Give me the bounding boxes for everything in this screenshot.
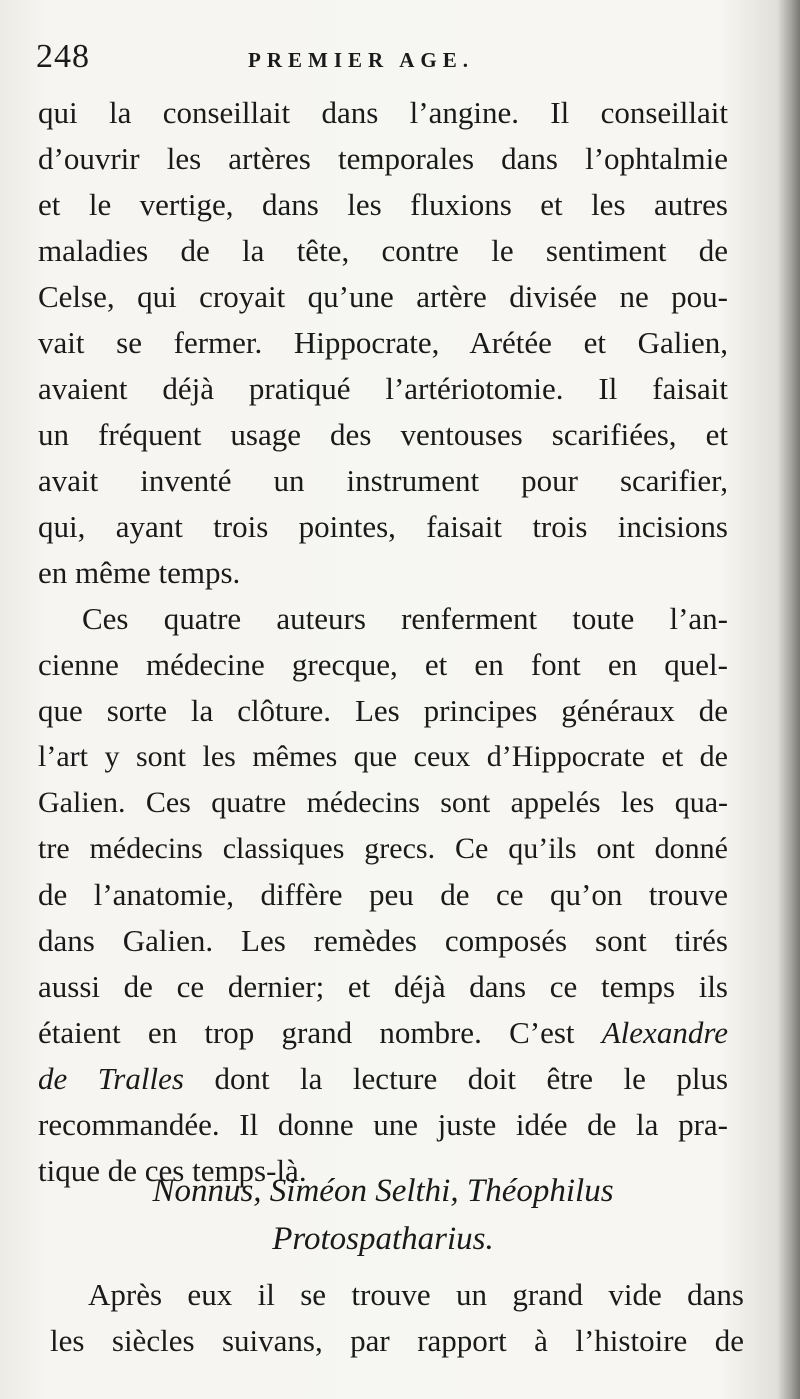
section-heading-line-1: Nonnus, Siméon Selthi, Théophilus: [152, 1173, 614, 1209]
text-line: tre médecins classiques grecs. Ce qu’ils ont donné: [38, 832, 728, 865]
paragraph-start-line: Ces quatre auteurs renferment toute l’an-: [82, 601, 728, 636]
paragraph-start-line: Après eux il se trouve un grand vide dans: [88, 1277, 744, 1312]
text-line: Galien. Ces quatre médecins sont appelés les qua-: [38, 786, 728, 819]
text-line: maladies de la tête, contre le sentiment de: [38, 233, 728, 268]
body-text: [38, 90, 728, 1194]
running-head: PREMIER AGE.: [248, 48, 475, 72]
text-line: vait se fermer. Hippocrate, Arétée et Galien,: [38, 325, 728, 360]
page-header: [36, 38, 736, 86]
text-span: étaient en trop grand nombre. C’est: [38, 1015, 575, 1050]
text-line: avaient déjà pratiqué l’artériotomie. Il faisait: [38, 371, 728, 406]
text-line: tique de ces temps-là.: [38, 1153, 307, 1188]
italic-name: Alexandre: [601, 1015, 728, 1050]
text-span: dont la lecture doit être le plus: [214, 1061, 729, 1096]
text-line: en même temps.: [38, 555, 241, 590]
text-line: l’art y sont les mêmes que ceux d’Hippocrate et de: [38, 740, 728, 773]
text-line: aussi de ce dernier; et déjà dans ce temps ils: [38, 969, 728, 1004]
body-text-continued: [50, 1272, 744, 1364]
text-line-with-italic: [38, 1010, 728, 1056]
text-line: que sorte la clôture. Les principes généraux de: [38, 693, 728, 728]
text-line: recommandée. Il donne une juste idée de la pra-: [38, 1107, 728, 1142]
italic-name: de Tralles: [38, 1061, 184, 1096]
text-line: avait inventé un instrument pour scarifier,: [38, 463, 728, 498]
text-line: de l’anatomie, diffère peu de ce qu’on trouve: [38, 877, 728, 912]
text-line: un fréquent usage des ventouses scarifiées, et: [38, 417, 728, 452]
text-line: qui, ayant trois pointes, faisait trois incisions: [38, 509, 728, 544]
text-line: qui la conseillait dans l’angine. Il conseillait: [38, 95, 728, 130]
text-line: et le vertige, dans les fluxions et les autres: [38, 187, 728, 222]
page-number: 248: [36, 38, 90, 75]
text-line: les siècles suivans, par rapport à l’histoire de: [50, 1323, 744, 1358]
text-line: dans Galien. Les remèdes composés sont tirés: [38, 923, 728, 958]
text-line: Celse, qui croyait qu’une artère divisée ne pou-: [38, 279, 728, 314]
page-edge-shadow: [778, 0, 800, 1399]
text-line: d’ouvrir les artères temporales dans l’ophtalmie: [38, 141, 728, 176]
text-line: cienne médecine grecque, et en font en quel-: [38, 647, 728, 682]
section-heading-line-2: Protospatharius.: [272, 1221, 494, 1257]
text-line-with-italic: [38, 1056, 728, 1102]
